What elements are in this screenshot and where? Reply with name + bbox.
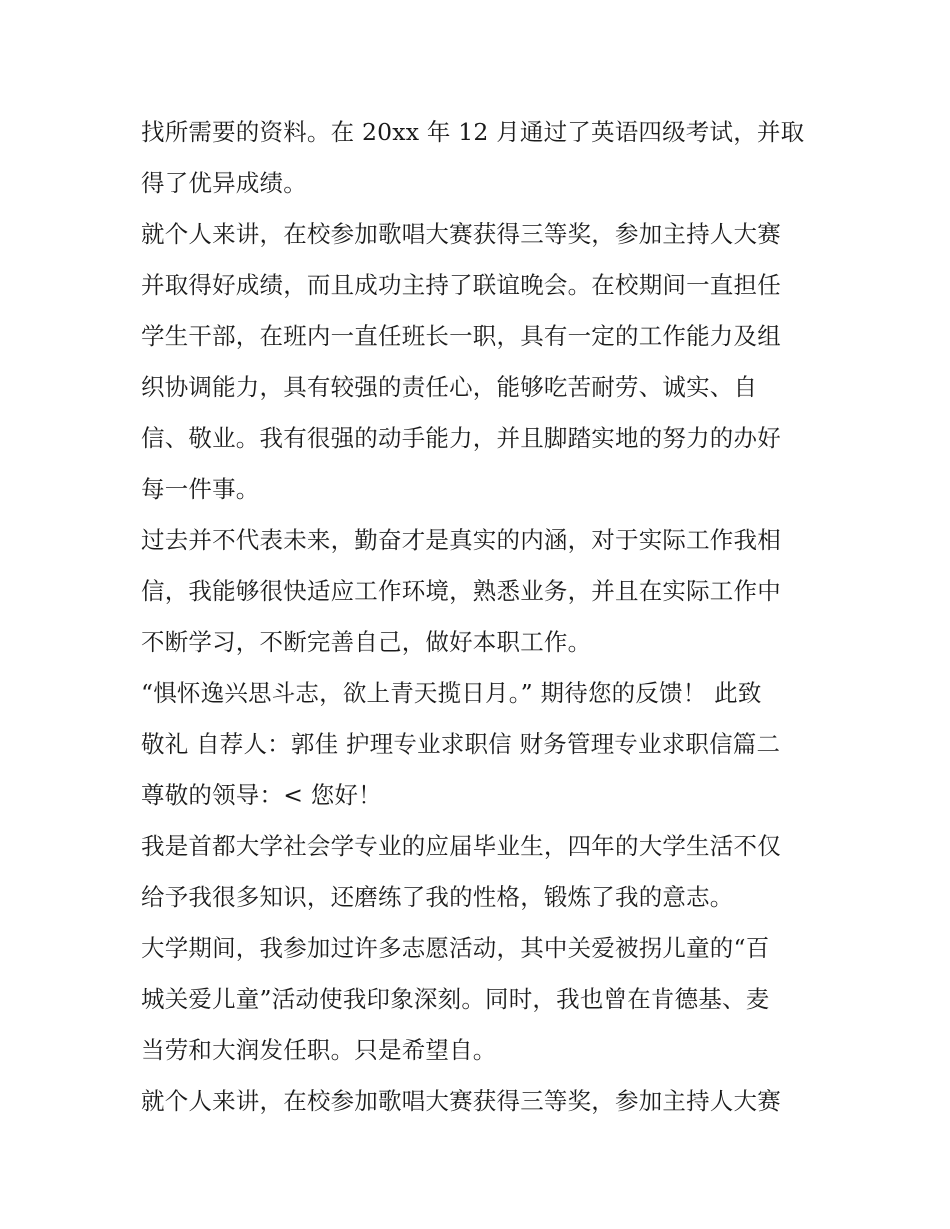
text-line: 过去并不代表未来，勤奋才是真实的内涵，对于实际工作我相 — [141, 526, 781, 554]
text-line: 敬礼 自荐人：郭佳 护理专业求职信 财务管理专业求职信篇二 — [141, 730, 781, 758]
text-line: 当劳和大润发任职。只是希望自。 — [141, 1036, 497, 1064]
text-line: 每一件事。 — [141, 475, 260, 503]
text-line: 不断学习，不断完善自己，做好本职工作。 — [141, 628, 592, 656]
text-line: 学生干部，在班内一直任班长一职，具有一定的工作能力及组 — [141, 322, 781, 350]
text-line: 大学期间，我参加过许多志愿活动，其中关爱被拐儿童的“百 — [141, 934, 770, 962]
text-line: “惧怀逸兴思斗志，欲上青天揽日月。” 期待您的反馈！ 此致 — [141, 679, 762, 707]
text-line: 尊敬的领导：< 您好！ — [141, 781, 382, 809]
text-line: 得了优异成绩。 — [141, 169, 307, 197]
text-line: 城关爱儿童”活动使我印象深刻。同时，我也曾在肯德基、麦 — [141, 985, 770, 1013]
text-line: 给予我很多知识，还磨练了我的性格，锻炼了我的意志。 — [141, 883, 734, 911]
text-line: 就个人来讲，在校参加歌唱大赛获得三等奖，参加主持人大赛 — [141, 1087, 781, 1115]
text-line: 我是首都大学社会学专业的应届毕业生，四年的大学生活不仅 — [141, 832, 781, 860]
text-line: 信，我能够很快适应工作环境，熟悉业务，并且在实际工作中 — [141, 577, 781, 605]
text-line: 找所需要的资料。在 20xx 年 12 月通过了英语四级考试，并取 — [141, 118, 805, 146]
body-text — [141, 107, 821, 1127]
text-line: 并取得好成绩，而且成功主持了联谊晚会。在校期间一直担任 — [141, 271, 781, 299]
text-line: 就个人来讲，在校参加歌唱大赛获得三等奖，参加主持人大赛 — [141, 220, 781, 248]
text-line: 信、敬业。我有很强的动手能力，并且脚踏实地的努力的办好 — [141, 424, 781, 452]
text-line: 织协调能力，具有较强的责任心，能够吃苦耐劳、诚实、自 — [141, 373, 758, 401]
